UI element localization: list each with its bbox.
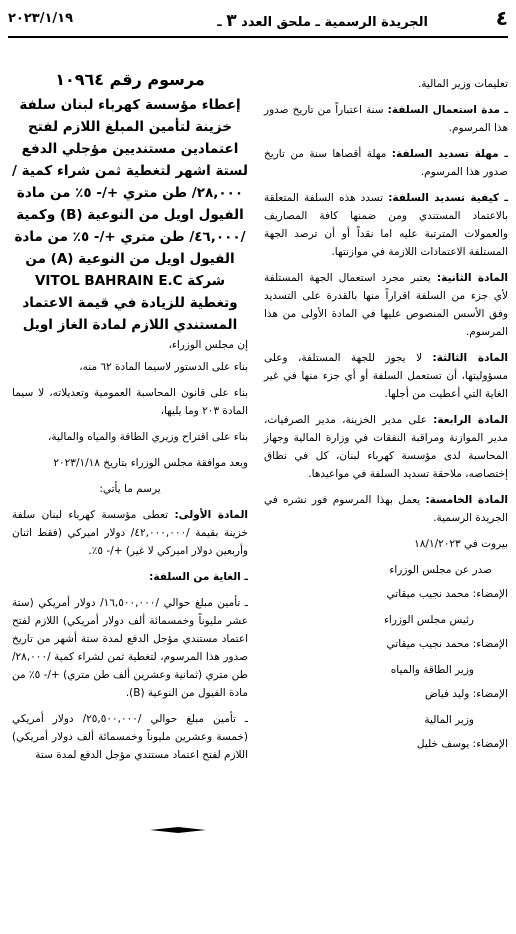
energy-minister-title: وزير الطاقة والمياه	[390, 664, 474, 676]
article-4-text: على مدير الخزينة، مدير الصرفيات، مدير الموازنة ومراقبة النفقات في وزارة المالية وجهاز المحاسبة لدى مؤسسة كهرباء لبنان، كل في نطاق إختصاصه، ملاحقة تسديد السلفة في مواعيدها.	[264, 414, 508, 480]
article-3	[264, 349, 508, 403]
article-5	[264, 491, 508, 527]
decree-title: إعطاء مؤسسة كهرباء لبنان سلفة خزينة لتأمين المبلغ اللازم لفتح اعتمادين مستنديين مؤجلي الدفع لستة اشهر لتغطية ثمن شراء كمية /٢٨,٠٠٠/ طن متري +/- ٥٪ من مادة الفيول اويل من النوعية (B) وكمية /٤٦,٠٠٠/ طن متري +/- ٥٪ من مادة الفيول اويل من النوعية (A) من شركة VITOL BAHRAIN E.C وتغطية للزيادة في قيمة الاعتماد المستندي اللازم لمادة الغاز اويل	[12, 97, 248, 333]
finance-minister-title: وزير المالية	[424, 714, 474, 726]
repayment-method-label: ـ كيفية تسديد السلفة:	[388, 192, 508, 204]
finance-instructions: تعليمات وزير المالية.	[417, 78, 508, 90]
article-3-text: لا يجوز للجهة المستلفة، وعلى مسؤوليتها، أن تستعمل السلفة أو أي جزء منها في غير الغاية التي أعطيت من أجلها.	[264, 352, 508, 400]
gazette-title-text: الجريدة الرسمية ـ ملحق العدد	[241, 15, 428, 30]
article-2-label: المادة الثانية:	[436, 272, 508, 284]
gazette-title: الجريدة الرسمية ـ ملحق العدد ٣ ـ	[217, 11, 428, 31]
purpose-item-1: ـ تأمين مبلغ حوالي /١٦,٥٠٠,٠٠٠/ دولار أمريكي (ستة عشر مليوناً وخمسمائة ألف دولار أمريكي) اللازم لفتح اعتماد مستندي مؤجل الدفع لمدة ستة أشهر من تاريخ صدور هذا المرسوم، لتغطية ثمن لشراء كمية /٢٨,٠٠٠/ طن متري (ثمانية وعشرين ألف طن متري) +/- ٥٪ من مادة الفيول من النوعية (B).	[12, 597, 248, 699]
signature-finance-minister: الإمضاء: يوسف خليل	[416, 738, 508, 750]
repayment-deadline-text: مهلة أقصاها سنة من تاريخ صدور هذا المرسوم.	[264, 148, 508, 178]
signature-pm-2: الإمضاء: محمد نجيب ميقاتي	[386, 638, 508, 650]
header-rule	[8, 36, 508, 38]
council-intro: إن مجلس الوزراء،	[168, 339, 248, 351]
purpose-item-2: ـ تأمين مبلغ حوالي /٢٥,٥٠٠,٠٠٠/ دولار أمريكي (خمسة وعشرين مليوناً وخمسمائة ألف دولار أمريكي) اللازم لفتح اعتماد مستندي مؤجل الدفع لمدة ستة	[12, 713, 249, 761]
article-1-label: المادة الأولى:	[174, 509, 248, 521]
article-2	[264, 269, 508, 341]
decrees-line: يرسم ما يأتي:	[99, 483, 161, 495]
considering-4: وبعد موافقة مجلس الوزراء بتاريخ ٢٠٢٣/١/١٨	[53, 457, 248, 469]
signature-energy-minister: الإمضاء: وليد فياض	[424, 688, 508, 700]
repayment-method-clause	[264, 189, 508, 261]
end-of-decree-mark	[150, 810, 206, 834]
considering-3: بناء على اقتراح وزيري الطاقة والمياه والمالية،	[48, 431, 248, 443]
article-5-label: المادة الخامسة:	[425, 494, 508, 506]
article-1	[12, 506, 248, 560]
issue-date: ٢٠٢٣/١/١٩	[8, 11, 74, 26]
decree-heading: مرسوم رقم ١٠٩٦٤	[55, 70, 205, 89]
article-5-text: يعمل بهذا المرسوم فور نشره في الجريدة الرسمية.	[264, 494, 508, 524]
considering-2: بناء على قانون المحاسبة العمومية وتعديلاته، لا سيما المادة ٢٠٣ وما يليها،	[12, 387, 248, 417]
usage-period-label: ـ مدة استعمال السلفة:	[387, 104, 508, 116]
usage-period-text: سنة اعتباراً من تاريخ صدور هذا المرسوم.	[264, 104, 508, 134]
article-4	[264, 411, 508, 483]
page-header	[8, 6, 508, 34]
right-column	[264, 75, 508, 753]
pm-title: رئيس مجلس الوزراء	[383, 614, 474, 626]
usage-period-clause	[264, 101, 508, 137]
article-3-label: المادة الثالثة:	[432, 352, 508, 364]
repayment-deadline-label: ـ مهلة تسديد السلفة:	[391, 148, 508, 160]
article-4-label: المادة الرابعة:	[433, 414, 509, 426]
repayment-deadline-clause	[264, 145, 508, 181]
place-date: بيروت في ١٨/١/٢٠٢٣	[414, 538, 508, 550]
signature-pm: الإمضاء: محمد نجيب ميقاتي	[386, 588, 508, 600]
considering-1: بناء على الدستور لاسيما المادة ٦٢ منه،	[79, 361, 248, 373]
issue-number: ٣	[226, 11, 237, 31]
left-column	[12, 66, 248, 764]
article-1-text: تعطى مؤسسة كهرباء لبنان سلفة خزينة بقيمة /٤٢,٠٠٠,٠٠٠/ دولار اميركي (فقط اثنان وأربعين دولار اميركي لا غير) +/- ٥٪.	[12, 509, 248, 557]
repayment-method-text: تسدد هذه السلفة المتعلقة بالاعتماد المستندي ومن ضمنها كافة المصاريف والعمولات المترتبة عليه اما نقداً أو أن ترصد الجهة المستلفة الاعتمادات اللازمة في موازنتها.	[264, 192, 508, 258]
article-2-text: يعتبر مجرد استعمال الجهة المستلفة لأي جزء من السلفة اقراراً منها بالقدرة على التسديد وفق الأسس المنصوص عليها في المادة الأولى من هذا المرسوم.	[264, 272, 508, 338]
page-number: ٤	[495, 6, 508, 30]
purpose-heading: ـ الغاية من السلفة:	[149, 571, 248, 583]
issued-by: صدر عن مجلس الوزراء	[389, 564, 492, 576]
